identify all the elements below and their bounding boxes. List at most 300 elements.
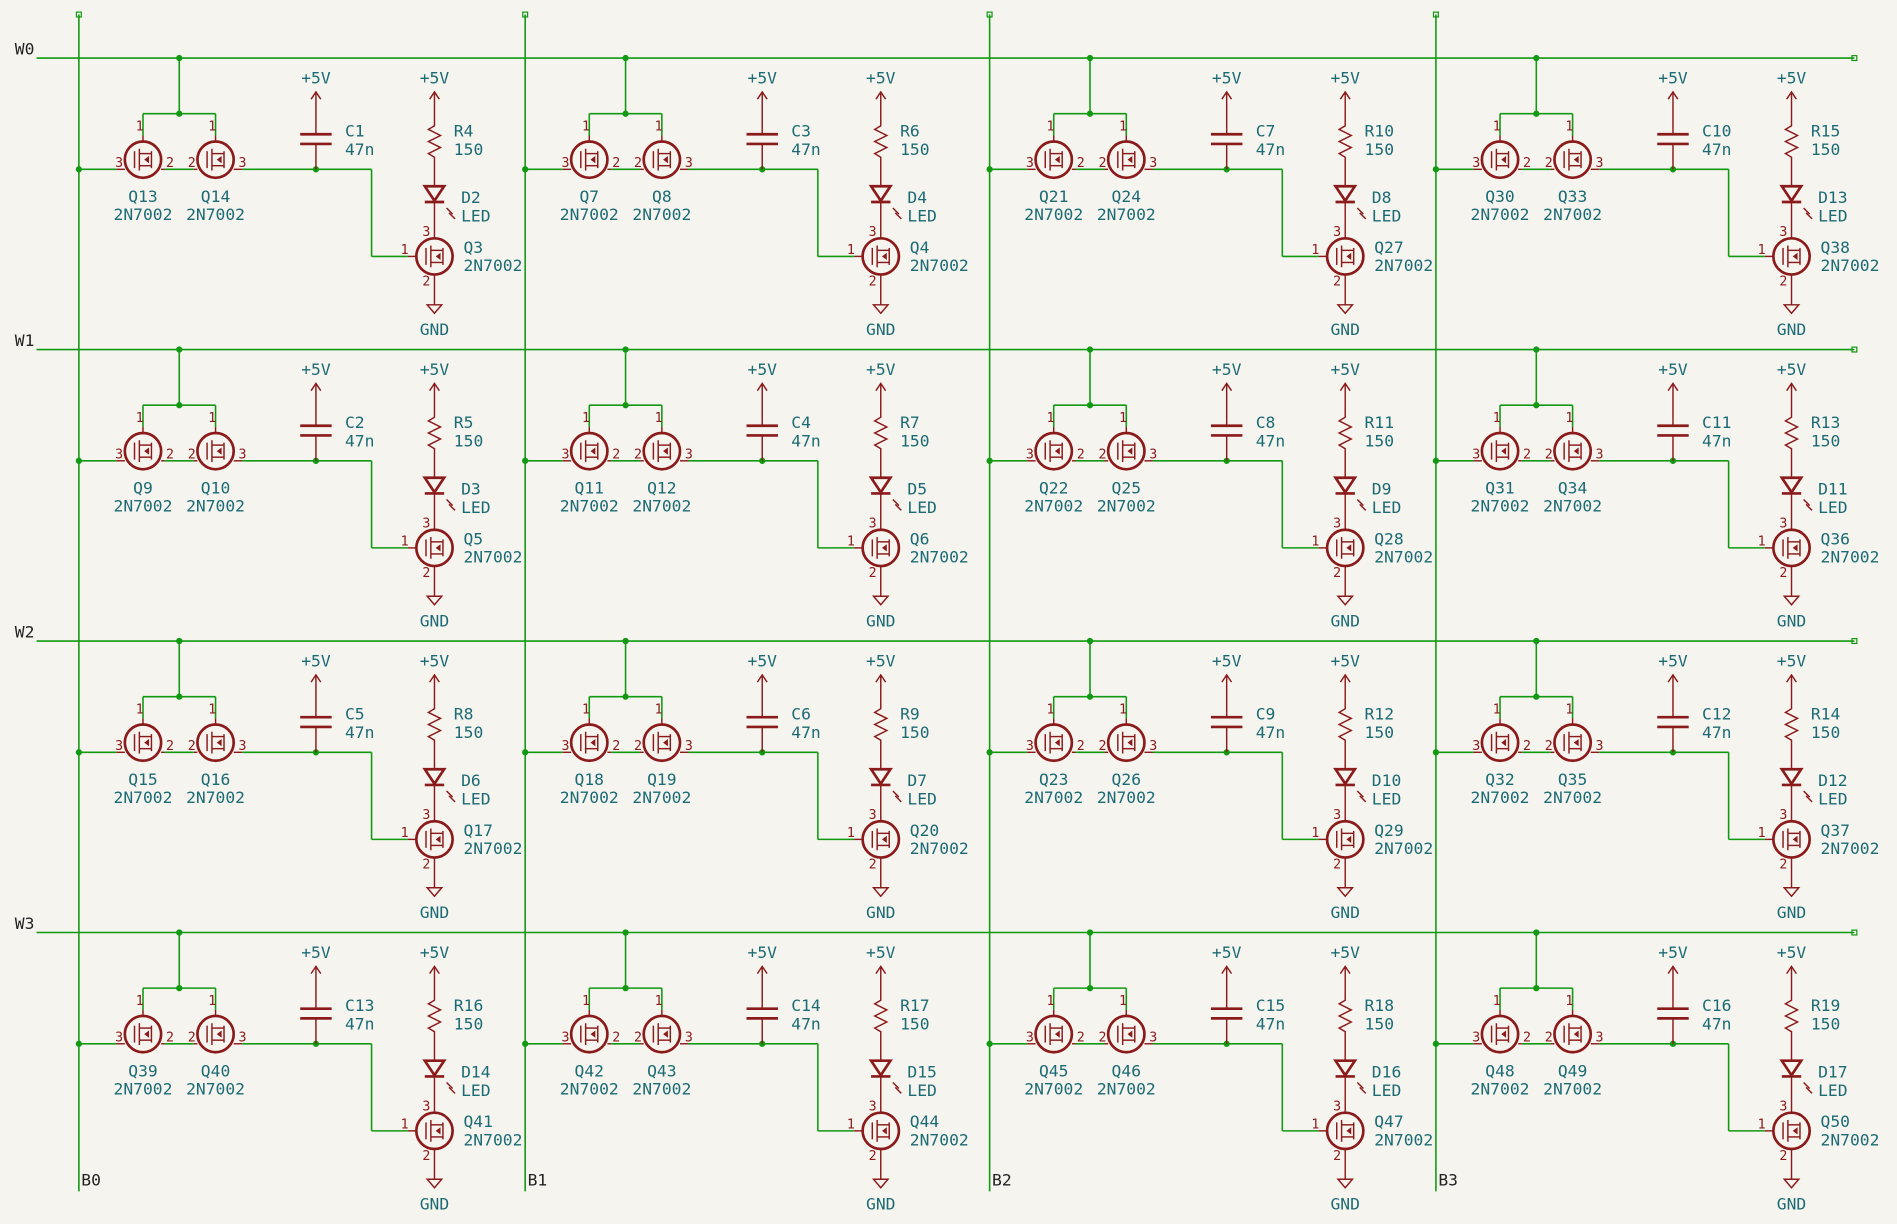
capacitor-value: 47n: [344, 1014, 375, 1034]
gnd-symbol: [1330, 888, 1359, 922]
pin-number: 2: [1523, 447, 1532, 463]
led-triangle: [871, 1061, 890, 1076]
mosfet-arrow: [882, 253, 887, 260]
junction-dot: [176, 985, 182, 991]
led-triangle: [1782, 769, 1801, 784]
mosfet-arrow: [217, 1030, 222, 1037]
mosfet-body: [125, 142, 161, 178]
resistor-value: 150: [900, 722, 930, 742]
junction-dot: [1087, 55, 1093, 61]
pin-number: 1: [135, 411, 144, 427]
mosfet-q18: [571, 724, 607, 760]
pin-number: 2: [1779, 1148, 1788, 1164]
mosfet-body: [1108, 1016, 1144, 1052]
mosfet-ref: Q15: [128, 769, 158, 789]
mosfet-arrow: [663, 739, 668, 746]
pin-number: 3: [1333, 516, 1342, 532]
mosfet-arrow: [1793, 544, 1798, 551]
pin-number: 1: [1119, 994, 1128, 1010]
mosfet-value: 2N7002: [632, 788, 692, 808]
mosfet-ref: Q14: [200, 186, 231, 206]
resistor-value: 150: [453, 722, 484, 742]
pin-number: 1: [1311, 1117, 1320, 1133]
pin-number: 2: [165, 447, 174, 463]
resistor-ref: R13: [1810, 413, 1841, 433]
cell-r3-c1: [522, 929, 969, 1213]
mosfet-q40: [197, 1016, 233, 1052]
mosfet-body: [644, 433, 680, 469]
junction-dot: [76, 749, 82, 755]
capacitor-ref: C13: [344, 996, 375, 1016]
mosfet-ref: Q9: [133, 478, 153, 498]
resistor-ref: R17: [900, 996, 930, 1016]
pin-number: 3: [1472, 1030, 1481, 1046]
pin-number: 3: [238, 155, 247, 171]
word-line-label-w3: W3: [14, 913, 35, 933]
mosfet-arrow: [1501, 448, 1506, 455]
mosfet-arrow: [436, 253, 441, 260]
cell-r0-c3: [1433, 55, 1880, 339]
mosfet-body: [416, 238, 452, 274]
pin-number: 3: [1595, 447, 1604, 463]
pin-number: 2: [422, 1148, 431, 1164]
pin-number: 3: [1149, 1030, 1158, 1046]
led-ref: D14: [461, 1062, 491, 1082]
resistor-ref: R19: [1810, 996, 1841, 1016]
gnd-triangle: [1784, 1179, 1799, 1187]
mosfet-ref: Q6: [909, 529, 930, 549]
junction-dot: [622, 638, 628, 644]
mosfet-value: 2N7002: [1024, 1079, 1084, 1099]
mosfet-body: [1327, 530, 1363, 566]
pin-number: 1: [1492, 994, 1501, 1010]
pin-number: 3: [1472, 155, 1481, 171]
mosfet-ref: Q28: [1374, 529, 1404, 549]
mosfet-body: [863, 238, 899, 274]
junction-dot: [622, 55, 628, 61]
mosfet-value: 2N7002: [632, 205, 692, 225]
pin-number: 3: [1025, 1030, 1034, 1046]
mosfet-q37: [1773, 821, 1809, 857]
vcc-symbol: [1658, 68, 1688, 129]
vcc-label: +5V: [866, 68, 896, 88]
junction-dot: [76, 1041, 82, 1047]
mosfet-value: 2N7002: [1820, 255, 1880, 275]
vcc-symbol: [1777, 651, 1807, 701]
mosfet-body: [1773, 530, 1809, 566]
capacitor-value: 47n: [791, 722, 821, 742]
vcc-label: +5V: [301, 359, 331, 379]
capacitor-value: 47n: [791, 139, 821, 159]
pin-number: 2: [634, 155, 643, 171]
vcc-label: +5V: [419, 68, 450, 88]
mosfet-ref: Q48: [1485, 1061, 1515, 1081]
pin-number: 3: [1333, 807, 1342, 823]
mosfet-arrow: [663, 156, 668, 163]
led-triangle: [425, 186, 444, 201]
mosfet-ref: Q20: [909, 820, 940, 840]
mosfet-value: 2N7002: [1374, 1130, 1434, 1150]
pin-number: 2: [1544, 155, 1553, 171]
capacitor-value: 47n: [1255, 431, 1286, 451]
mosfet-arrow: [1574, 1030, 1579, 1037]
pin-number: 1: [400, 534, 409, 550]
mosfet-q26: [1108, 724, 1144, 760]
mosfet-ref: Q44: [909, 1112, 940, 1132]
mosfet-body: [571, 724, 607, 760]
mosfet-body: [863, 821, 899, 857]
mosfet-q27: [1327, 238, 1363, 274]
pin-number: 1: [1046, 119, 1055, 135]
cell-r2-c3: [1433, 638, 1880, 922]
pin-number: 1: [1492, 411, 1501, 427]
pin-number: 2: [1779, 274, 1788, 290]
pin-number: 2: [1544, 738, 1553, 754]
junction-dot: [176, 402, 182, 408]
capacitor-ref: C15: [1255, 996, 1286, 1016]
vcc-label: +5V: [1330, 359, 1360, 379]
cell-r0-c2: [986, 55, 1433, 339]
resistor-zigzag: [428, 410, 440, 478]
mosfet-q47: [1327, 1113, 1363, 1149]
gnd-label: GND: [419, 320, 450, 340]
led-triangle: [1336, 1061, 1355, 1076]
mosfet-value: 2N7002: [1470, 788, 1530, 808]
capacitor-value: 47n: [344, 722, 375, 742]
junction-dot: [1087, 694, 1093, 700]
resistor-value: 150: [1364, 431, 1395, 451]
mosfet-q23: [1036, 724, 1072, 760]
resistor-value: 150: [1810, 722, 1841, 742]
led-triangle: [425, 769, 444, 784]
junction-dot: [1087, 402, 1093, 408]
gnd-symbol: [1777, 596, 1806, 630]
vcc-symbol: [866, 651, 896, 701]
mosfet-arrow: [1793, 253, 1798, 260]
pin-number: 1: [1565, 994, 1574, 1010]
mosfet-value: 2N7002: [559, 496, 619, 516]
led-value: LED: [907, 1080, 937, 1100]
gnd-label: GND: [1776, 903, 1807, 923]
led-triangle: [1336, 478, 1355, 493]
mosfet-value: 2N7002: [909, 255, 969, 275]
capacitor-ref: C6: [791, 704, 811, 724]
gnd-label: GND: [1776, 611, 1807, 631]
led-ref: D2: [461, 188, 481, 208]
cell-r3-c2: [986, 929, 1433, 1213]
vcc-label: +5V: [1658, 942, 1688, 962]
pin-number: 1: [400, 1117, 409, 1133]
pin-number: 3: [868, 1099, 877, 1115]
vcc-symbol: [1330, 943, 1360, 993]
junction-dot: [622, 929, 628, 935]
gnd-triangle: [1338, 888, 1353, 896]
mosfet-body: [1773, 821, 1809, 857]
mosfet-value: 2N7002: [186, 496, 246, 516]
resistor-value: 150: [1364, 1014, 1395, 1034]
gnd-symbol: [1330, 305, 1359, 339]
mosfet-body: [1482, 142, 1518, 178]
pin-number: 1: [846, 534, 855, 550]
led-value: LED: [461, 789, 491, 809]
gnd-symbol: [1777, 305, 1806, 339]
mosfet-ref: Q39: [128, 1061, 158, 1081]
led-value: LED: [1818, 789, 1848, 809]
vcc-symbol: [420, 943, 450, 993]
mosfet-value: 2N7002: [1820, 547, 1880, 567]
mosfet-arrow: [1501, 1030, 1506, 1037]
mosfet-q34: [1554, 433, 1590, 469]
mosfet-ref: Q27: [1374, 237, 1404, 257]
junction-dot: [622, 694, 628, 700]
pin-number: 2: [1098, 1030, 1107, 1046]
pin-number: 1: [654, 994, 663, 1010]
mosfet-ref: Q23: [1038, 769, 1069, 789]
mosfet-ref: Q37: [1820, 820, 1851, 840]
mosfet-arrow: [1346, 836, 1351, 843]
vcc-label: +5V: [419, 359, 450, 379]
mosfet-q19: [644, 724, 680, 760]
gnd-symbol: [866, 305, 895, 339]
mosfet-value: 2N7002: [113, 788, 173, 808]
mosfet-q25: [1108, 433, 1144, 469]
mosfet-arrow: [1055, 156, 1060, 163]
mosfet-body: [1108, 142, 1144, 178]
mosfet-arrow: [1055, 1030, 1060, 1037]
junction-dot: [522, 749, 528, 755]
vcc-label: +5V: [1211, 942, 1242, 962]
vcc-symbol: [1658, 360, 1688, 421]
pin-number: 3: [561, 447, 570, 463]
gnd-label: GND: [1330, 1194, 1360, 1214]
mosfet-ref: Q13: [128, 186, 158, 206]
pin-number: 1: [1492, 702, 1501, 718]
pin-number: 2: [1076, 155, 1085, 171]
junction-dot: [176, 111, 182, 117]
gnd-triangle: [1784, 888, 1799, 896]
resistor-value: 150: [1364, 139, 1395, 159]
junction-dot: [522, 458, 528, 464]
pin-number: 2: [1333, 1148, 1342, 1164]
mosfet-ref: Q43: [647, 1061, 677, 1081]
mosfet-q28: [1327, 530, 1363, 566]
gnd-label: GND: [1330, 611, 1360, 631]
pin-number: 3: [561, 1030, 570, 1046]
pin-number: 2: [1098, 447, 1107, 463]
vcc-label: +5V: [419, 942, 450, 962]
mosfet-q30: [1482, 142, 1518, 178]
pin-number: 2: [1523, 1030, 1532, 1046]
resistor-value: 150: [1810, 139, 1841, 159]
junction-dot: [176, 638, 182, 644]
pin-number: 3: [1779, 807, 1788, 823]
led-triangle: [1782, 1061, 1801, 1076]
junction-dot: [1433, 458, 1439, 464]
mosfet-arrow: [590, 448, 595, 455]
mosfet-arrow: [590, 739, 595, 746]
mosfet-body: [1327, 1113, 1363, 1149]
pin-number: 2: [1098, 155, 1107, 171]
pin-number: 2: [868, 857, 877, 873]
resistor-zigzag: [1785, 993, 1797, 1061]
pin-number: 3: [868, 807, 877, 823]
mosfet-body: [416, 1113, 452, 1149]
vcc-symbol: [1777, 68, 1807, 118]
junction-dot: [1533, 694, 1539, 700]
mosfet-q45: [1036, 1016, 1072, 1052]
vcc-label: +5V: [1211, 68, 1242, 88]
led-ref: D3: [461, 479, 481, 499]
pin-number: 2: [634, 447, 643, 463]
pin-number: 1: [1046, 702, 1055, 718]
vcc-symbol: [301, 68, 331, 129]
pin-number: 2: [187, 738, 196, 754]
mosfet-ref: Q26: [1111, 769, 1142, 789]
led-triangle: [1336, 186, 1355, 201]
gnd-symbol: [420, 1179, 449, 1213]
cell-r1-c0: [76, 346, 523, 630]
mosfet-arrow: [590, 1030, 595, 1037]
pin-number: 2: [1076, 1030, 1085, 1046]
pin-number: 1: [135, 702, 144, 718]
pin-number: 2: [1544, 1030, 1553, 1046]
pin-number: 1: [1311, 534, 1320, 550]
capacitor-value: 47n: [1255, 1014, 1286, 1034]
resistor-ref: R6: [900, 121, 920, 141]
junction-dot: [1533, 985, 1539, 991]
pin-number: 2: [187, 155, 196, 171]
pin-number: 1: [1757, 1117, 1766, 1133]
mosfet-value: 2N7002: [909, 547, 969, 567]
mosfet-arrow: [1128, 448, 1133, 455]
pin-number: 2: [1333, 274, 1342, 290]
resistor-value: 150: [453, 139, 484, 159]
mosfet-ref: Q30: [1485, 186, 1515, 206]
mosfet-body: [644, 142, 680, 178]
resistor-zigzag: [428, 119, 440, 187]
junction-dot: [1087, 638, 1093, 644]
vcc-label: +5V: [1330, 942, 1360, 962]
mosfet-body: [197, 433, 233, 469]
vcc-label: +5V: [1776, 359, 1807, 379]
mosfet-q24: [1108, 142, 1144, 178]
junction-dot: [1533, 402, 1539, 408]
vcc-label: +5V: [747, 651, 777, 671]
capacitor-ref: C12: [1702, 704, 1732, 724]
capacitor-value: 47n: [1702, 1014, 1732, 1034]
bit-line-label-b2: B2: [992, 1170, 1012, 1190]
pin-number: 1: [654, 119, 663, 135]
resistor-ref: R8: [453, 704, 474, 724]
pin-number: 3: [422, 807, 431, 823]
mosfet-q17: [416, 821, 452, 857]
pin-number: 3: [1472, 738, 1481, 754]
pin-number: 3: [1595, 155, 1604, 171]
mosfet-arrow: [663, 1030, 668, 1037]
resistor-zigzag: [1339, 410, 1351, 478]
mosfet-arrow: [1501, 739, 1506, 746]
gnd-label: GND: [1776, 1194, 1807, 1214]
pin-number: 3: [1779, 516, 1788, 532]
gnd-label: GND: [1330, 320, 1360, 340]
pin-number: 3: [422, 1099, 431, 1115]
resistor-ref: R5: [453, 413, 474, 433]
mosfet-body: [125, 433, 161, 469]
resistor-zigzag: [1339, 993, 1351, 1061]
vcc-label: +5V: [1658, 359, 1688, 379]
resistor-zigzag: [875, 993, 887, 1061]
mosfet-value: 2N7002: [1096, 496, 1156, 516]
gnd-triangle: [427, 596, 442, 604]
led-ref: D16: [1371, 1062, 1402, 1082]
mosfet-arrow: [144, 448, 149, 455]
pin-number: 3: [422, 224, 431, 240]
pin-number: 2: [1779, 565, 1788, 581]
pin-number: 1: [582, 411, 591, 427]
mosfet-ref: Q22: [1038, 478, 1069, 498]
resistor-zigzag: [875, 410, 887, 478]
mosfet-body: [644, 724, 680, 760]
resistor-zigzag: [1339, 702, 1351, 770]
pin-number: 1: [582, 994, 591, 1010]
pin-number: 3: [115, 155, 124, 171]
gnd-triangle: [427, 1179, 442, 1187]
pin-number: 3: [115, 447, 124, 463]
mosfet-q36: [1773, 530, 1809, 566]
gnd-symbol: [420, 888, 449, 922]
pin-number: 2: [1333, 857, 1342, 873]
pin-number: 3: [1025, 738, 1034, 754]
capacitor-value: 47n: [1255, 722, 1286, 742]
junction-dot: [1533, 55, 1539, 61]
mosfet-value: 2N7002: [1543, 788, 1603, 808]
gnd-label: GND: [866, 903, 896, 923]
mosfet-value: 2N7002: [113, 1079, 173, 1099]
junction-dot: [522, 166, 528, 172]
bit-line-label-b1: B1: [527, 1170, 548, 1190]
mosfet-arrow: [1793, 836, 1798, 843]
mosfet-ref: Q35: [1557, 769, 1588, 789]
gnd-triangle: [874, 596, 889, 604]
capacitor-ref: C3: [791, 121, 811, 141]
mosfet-value: 2N7002: [463, 1130, 523, 1150]
mosfet-arrow: [1128, 1030, 1133, 1037]
mosfet-q29: [1327, 821, 1363, 857]
resistor-value: 150: [1810, 431, 1841, 451]
mosfet-q22: [1036, 433, 1072, 469]
vcc-label: +5V: [1776, 942, 1807, 962]
vcc-label: +5V: [1776, 651, 1807, 671]
junction-dot: [622, 346, 628, 352]
mosfet-body: [125, 724, 161, 760]
junction-dot: [622, 402, 628, 408]
pin-number: 1: [1311, 825, 1320, 841]
mosfet-value: 2N7002: [1374, 838, 1434, 858]
gnd-triangle: [427, 305, 442, 313]
vcc-symbol: [420, 651, 450, 701]
mosfet-value: 2N7002: [186, 788, 246, 808]
cell-r2-c0: [76, 638, 523, 922]
mosfet-arrow: [590, 156, 595, 163]
junction-dot: [1533, 638, 1539, 644]
mosfet-q8: [644, 142, 680, 178]
mosfet-q6: [863, 530, 899, 566]
capacitor-ref: C7: [1255, 121, 1276, 141]
vcc-symbol: [1212, 651, 1242, 712]
pin-number: 1: [846, 825, 855, 841]
capacitor-value: 47n: [1255, 139, 1286, 159]
mosfet-ref: Q38: [1820, 237, 1851, 257]
